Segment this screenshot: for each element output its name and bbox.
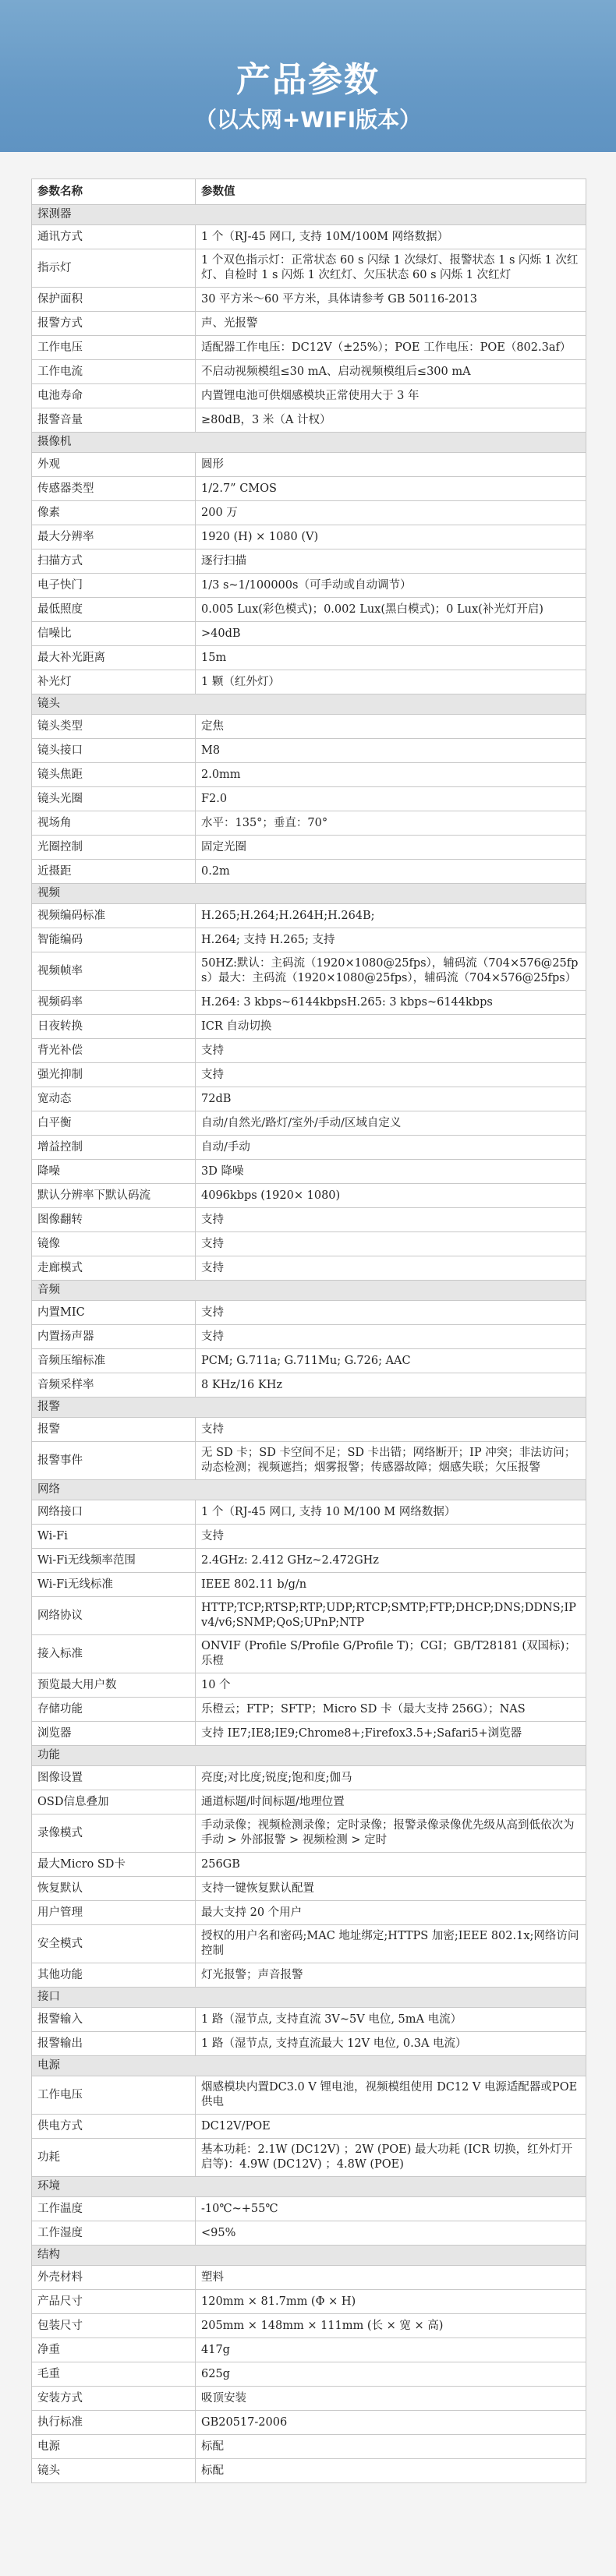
param-name: 内置MIC <box>32 1301 196 1325</box>
param-name: 最大Micro SD卡 <box>32 1853 196 1877</box>
section-title: 视频 <box>32 884 586 904</box>
param-value: 50HZ:默认：主码流（1920×1080@25fps），辅码流（704×576@25fps）最大：主码流（1920×1080@25fps），辅码流（704×576@25fps） <box>196 952 586 991</box>
section-title: 环境 <box>32 2177 586 2197</box>
param-value: 205mm × 148mm × 111mm (长 × 宽 × 高) <box>196 2314 586 2338</box>
param-name: 报警输出 <box>32 2032 196 2056</box>
table-row <box>32 2362 586 2387</box>
param-value: 1 个双色指示灯：正常状态 60 s 闪绿 1 次绿灯、报警状态 1 s 闪烁 1 次红灯、自检时 1 s 闪烁 1 次红灯、欠压状态 60 s 闪烁 1 次红灯 <box>196 249 586 288</box>
param-name: 录像模式 <box>32 1815 196 1853</box>
param-name: 走廊模式 <box>32 1256 196 1281</box>
table-row <box>32 811 586 836</box>
param-name: 包装尺寸 <box>32 2314 196 2338</box>
table-row <box>32 1208 586 1232</box>
table-row <box>32 763 586 787</box>
table-row <box>32 952 586 991</box>
column-header-value: 参数值 <box>196 179 586 205</box>
table-row <box>32 2008 586 2032</box>
table-row <box>32 1525 586 1549</box>
param-value: 8 KHz/16 KHz <box>196 1373 586 1398</box>
param-value: HTTP;TCP;RTSP;RTP;UDP;RTCP;SMTP;FTP;DHCP;DNS;DDNS;IPv4/v6;SNMP;QoS;UPnP;NTP <box>196 1597 586 1635</box>
param-name: 音频采样率 <box>32 1373 196 1398</box>
table-row <box>32 312 586 336</box>
param-name: 背光补偿 <box>32 1039 196 1063</box>
param-name: 镜头 <box>32 2459 196 2483</box>
param-name: 日夜转换 <box>32 1015 196 1039</box>
param-value: ICR 自动切换 <box>196 1015 586 1039</box>
param-name: 工作温度 <box>32 2197 196 2221</box>
param-name: 降噪 <box>32 1160 196 1184</box>
section-title: 网络 <box>32 1480 586 1500</box>
section-header-row <box>32 884 586 904</box>
param-name: Wi-Fi <box>32 1525 196 1549</box>
param-name: 镜头焦距 <box>32 763 196 787</box>
param-name: 网络协议 <box>32 1597 196 1635</box>
param-name: 功耗 <box>32 2139 196 2177</box>
param-name: 电池寿命 <box>32 384 196 408</box>
param-value: 无 SD 卡；SD 卡空间不足；SD 卡出错；网络断开；IP 冲突；非法访问；动态检测；视频遮挡；烟雾报警；传感器故障；烟感失联；欠压报警 <box>196 1442 586 1480</box>
table-row <box>32 1063 586 1087</box>
table-row <box>32 2314 586 2338</box>
section-title: 结构 <box>32 2246 586 2266</box>
param-value: 0.2m <box>196 860 586 884</box>
param-value: 水平：135°；垂直：70° <box>196 811 586 836</box>
param-value: DC12V/POE <box>196 2115 586 2139</box>
table-row <box>32 1015 586 1039</box>
param-name: 报警事件 <box>32 1442 196 1480</box>
table-row <box>32 1301 586 1325</box>
table-row <box>32 2032 586 2056</box>
param-value: 亮度;对比度;锐度;饱和度;伽马 <box>196 1766 586 1790</box>
param-value: GB20517-2006 <box>196 2411 586 2435</box>
table-row <box>32 525 586 549</box>
table-row <box>32 360 586 384</box>
param-name: 音频压缩标准 <box>32 1349 196 1373</box>
param-name: 内置扬声器 <box>32 1325 196 1349</box>
table-row <box>32 549 586 574</box>
section-title: 功能 <box>32 1746 586 1766</box>
param-value: 标配 <box>196 2459 586 2483</box>
param-value: ≥80dB，3 米（A 计权） <box>196 408 586 433</box>
param-value: 1/2.7” CMOS <box>196 477 586 501</box>
table-row <box>32 928 586 952</box>
table-row <box>32 574 586 598</box>
section-header-row <box>32 694 586 715</box>
table-row <box>32 408 586 433</box>
table-row <box>32 1500 586 1525</box>
table-row <box>32 1256 586 1281</box>
section-title: 报警 <box>32 1398 586 1418</box>
table-row <box>32 501 586 525</box>
param-name: 最低照度 <box>32 598 196 622</box>
table-row <box>32 836 586 860</box>
param-value: H.264; 支持 H.265; 支持 <box>196 928 586 952</box>
table-row <box>32 2290 586 2314</box>
table-row <box>32 1722 586 1746</box>
section-title: 镜头 <box>32 694 586 715</box>
table-row <box>32 384 586 408</box>
param-value: 200 万 <box>196 501 586 525</box>
title-banner <box>0 0 616 152</box>
param-name: 存储功能 <box>32 1698 196 1722</box>
param-value: 授权的用户名和密码;MAC 地址绑定;HTTPS 加密;IEEE 802.1x;网络访问控制 <box>196 1925 586 1963</box>
param-name: 执行标准 <box>32 2411 196 2435</box>
table-row <box>32 1442 586 1480</box>
param-value: F2.0 <box>196 787 586 811</box>
table-row <box>32 1877 586 1901</box>
param-name: 视频帧率 <box>32 952 196 991</box>
param-value: 适配器工作电压：DC12V（±25%）；POE 工作电压：POE（802.3af） <box>196 336 586 360</box>
table-row <box>32 477 586 501</box>
section-title: 音频 <box>32 1281 586 1301</box>
param-name: 白平衡 <box>32 1111 196 1136</box>
table-row <box>32 1901 586 1925</box>
section-header-row <box>32 2246 586 2266</box>
param-value: 通道标题/时间标题/地理位置 <box>196 1790 586 1815</box>
param-value: H.264: 3 kbps~6144kbpsH.265: 3 kbps~6144kbps <box>196 991 586 1015</box>
param-value: 标配 <box>196 2435 586 2459</box>
param-value: 手动录像；视频检测录像；定时录像；报警录像录像优先级从高到低依次为手动 > 外部报警 > 视频检测 > 定时 <box>196 1815 586 1853</box>
table-row <box>32 1232 586 1256</box>
table-row <box>32 1039 586 1063</box>
param-name: 接入标准 <box>32 1635 196 1673</box>
param-value: 声、光报警 <box>196 312 586 336</box>
param-name: 指示灯 <box>32 249 196 288</box>
param-value: 120mm × 81.7mm (Φ × H) <box>196 2290 586 2314</box>
table-row <box>32 2115 586 2139</box>
param-value: 支持 <box>196 1232 586 1256</box>
param-name: Wi-Fi无线频率范围 <box>32 1549 196 1573</box>
table-row <box>32 739 586 763</box>
param-name: 最大补光距离 <box>32 646 196 670</box>
param-name: 用户管理 <box>32 1901 196 1925</box>
param-name: 外壳材料 <box>32 2266 196 2290</box>
table-row <box>32 2139 586 2177</box>
table-row <box>32 1925 586 1963</box>
section-header-row <box>32 1988 586 2008</box>
param-value: 1/3 s~1/100000s（可手动或自动调节） <box>196 574 586 598</box>
param-value: 最大支持 20 个用户 <box>196 1901 586 1925</box>
param-name: 镜头光圈 <box>32 787 196 811</box>
param-name: 补光灯 <box>32 670 196 694</box>
param-value: 支持 <box>196 1325 586 1349</box>
section-header-row <box>32 1746 586 1766</box>
param-value: 支持 IE7;IE8;IE9;Chrome8+;Firefox3.5+;Safari5+浏览器 <box>196 1722 586 1746</box>
table-row <box>32 598 586 622</box>
param-value: >40dB <box>196 622 586 646</box>
param-value: -10℃~+55℃ <box>196 2197 586 2221</box>
param-value: 支持 <box>196 1301 586 1325</box>
param-value: 2.4GHz: 2.412 GHz~2.472GHz <box>196 1549 586 1573</box>
section-title: 电源 <box>32 2056 586 2076</box>
page-title: 产品参数 <box>236 60 380 100</box>
table-row <box>32 1573 586 1597</box>
param-value: 定焦 <box>196 715 586 739</box>
section-header-row <box>32 2177 586 2197</box>
param-value: 圆形 <box>196 453 586 477</box>
param-name: 电子快门 <box>32 574 196 598</box>
param-value: 支持 <box>196 1039 586 1063</box>
param-name: 宽动态 <box>32 1087 196 1111</box>
param-name: 镜像 <box>32 1232 196 1256</box>
param-name: 图像翻转 <box>32 1208 196 1232</box>
param-name: 净重 <box>32 2338 196 2362</box>
table-row <box>32 2338 586 2362</box>
table-row <box>32 1673 586 1698</box>
param-value: 灯光报警；声音报警 <box>196 1963 586 1988</box>
param-name: 安装方式 <box>32 2387 196 2411</box>
section-header-row <box>32 205 586 225</box>
param-name: 近摄距 <box>32 860 196 884</box>
param-name: 强光抑制 <box>32 1063 196 1087</box>
section-header-row <box>32 1281 586 1301</box>
param-value: 256GB <box>196 1853 586 1877</box>
param-value: 固定光圈 <box>196 836 586 860</box>
table-row <box>32 1373 586 1398</box>
param-value: 625g <box>196 2362 586 2387</box>
param-name: 默认分辨率下默认码流 <box>32 1184 196 1208</box>
param-value: 自动/手动 <box>196 1136 586 1160</box>
param-value: 不启动视频模组≤30 mA、启动视频模组后≤300 mA <box>196 360 586 384</box>
spec-table-container <box>31 178 586 2483</box>
param-value: 4096kbps (1920× 1080) <box>196 1184 586 1208</box>
table-row <box>32 904 586 928</box>
table-row <box>32 787 586 811</box>
table-row <box>32 2411 586 2435</box>
param-value: 基本功耗：2.1W (DC12V) ；2W (POE) 最大功耗 (ICR 切换，红外灯开启等)：4.9W (DC12V) ；4.8W (POE) <box>196 2139 586 2177</box>
param-value: 内置锂电池可供烟感模块正常使用大于 3 年 <box>196 384 586 408</box>
param-value: H.265;H.264;H.264H;H.264B; <box>196 904 586 928</box>
table-row <box>32 646 586 670</box>
param-name: 视场角 <box>32 811 196 836</box>
param-value: 烟感模块内置DC3.0 V 锂电池，视频模组使用 DC12 V 电源适配器或POE 供电 <box>196 2076 586 2115</box>
param-name: 报警方式 <box>32 312 196 336</box>
param-value: 支持 <box>196 1525 586 1549</box>
param-value: 塑料 <box>196 2266 586 2290</box>
table-row <box>32 991 586 1015</box>
table-row <box>32 1418 586 1442</box>
param-value: M8 <box>196 739 586 763</box>
param-value: 1 个（RJ-45 网口, 支持 10 M/100 M 网络数据） <box>196 1500 586 1525</box>
param-name: 产品尺寸 <box>32 2290 196 2314</box>
table-row <box>32 1184 586 1208</box>
table-row <box>32 715 586 739</box>
param-value: 0.005 Lux(彩色模式)；0.002 Lux(黑白模式)；0 Lux(补光灯开启) <box>196 598 586 622</box>
param-name: 恢复默认 <box>32 1877 196 1901</box>
param-name: 智能编码 <box>32 928 196 952</box>
param-name: 像素 <box>32 501 196 525</box>
table-row <box>32 1549 586 1573</box>
param-value: 乐橙云；FTP；SFTP；Micro SD 卡（最大支持 256G）；NAS <box>196 1698 586 1722</box>
table-row <box>32 1087 586 1111</box>
param-name: 工作电压 <box>32 2076 196 2115</box>
param-value: 逐行扫描 <box>196 549 586 574</box>
table-row <box>32 2197 586 2221</box>
table-row <box>32 1349 586 1373</box>
param-name: 供电方式 <box>32 2115 196 2139</box>
table-row <box>32 336 586 360</box>
param-value: 1920 (H) × 1080 (V) <box>196 525 586 549</box>
table-row <box>32 2435 586 2459</box>
param-value: 3D 降噪 <box>196 1160 586 1184</box>
param-name: 扫描方式 <box>32 549 196 574</box>
param-name: 增益控制 <box>32 1136 196 1160</box>
spec-table <box>31 178 586 2483</box>
table-row <box>32 1815 586 1853</box>
param-name: 信噪比 <box>32 622 196 646</box>
param-value: 1 颗（红外灯） <box>196 670 586 694</box>
table-row <box>32 288 586 312</box>
param-name: 安全模式 <box>32 1925 196 1963</box>
table-row <box>32 2221 586 2246</box>
table-header-row <box>32 179 586 205</box>
param-name: 通讯方式 <box>32 225 196 249</box>
param-value: 支持 <box>196 1063 586 1087</box>
param-name: 镜头接口 <box>32 739 196 763</box>
section-header-row <box>32 433 586 453</box>
param-value: 自动/自然光/路灯/室外/手动/区域自定义 <box>196 1111 586 1136</box>
table-row <box>32 1790 586 1815</box>
param-name: 毛重 <box>32 2362 196 2387</box>
param-name: Wi-Fi无线标准 <box>32 1573 196 1597</box>
table-row <box>32 670 586 694</box>
param-value: PCM; G.711a; G.711Mu; G.726; AAC <box>196 1349 586 1373</box>
table-row <box>32 249 586 288</box>
param-value: 417g <box>196 2338 586 2362</box>
param-value: 30 平方米～60 平方米，具体请参考 GB 50116-2013 <box>196 288 586 312</box>
section-header-row <box>32 2056 586 2076</box>
param-name: 最大分辨率 <box>32 525 196 549</box>
section-title: 接口 <box>32 1988 586 2008</box>
table-row <box>32 2387 586 2411</box>
param-value: 15m <box>196 646 586 670</box>
table-row <box>32 2459 586 2483</box>
table-row <box>32 1160 586 1184</box>
param-name: 工作湿度 <box>32 2221 196 2246</box>
param-name: 视频编码标准 <box>32 904 196 928</box>
param-value: 10 个 <box>196 1673 586 1698</box>
table-row <box>32 1136 586 1160</box>
table-row <box>32 1325 586 1349</box>
param-name: 电源 <box>32 2435 196 2459</box>
section-title: 探测器 <box>32 205 586 225</box>
param-name: 传感器类型 <box>32 477 196 501</box>
param-name: 其他功能 <box>32 1963 196 1988</box>
param-value: 72dB <box>196 1087 586 1111</box>
param-name: 预览最大用户数 <box>32 1673 196 1698</box>
table-row <box>32 860 586 884</box>
table-row <box>32 1853 586 1877</box>
param-value: ONVIF (Profile S/Profile G/Profile T)；CGI；GB/T28181 (双国标)；乐橙 <box>196 1635 586 1673</box>
param-name: 图像设置 <box>32 1766 196 1790</box>
table-row <box>32 1635 586 1673</box>
param-name: 工作电压 <box>32 336 196 360</box>
param-name: 网络接口 <box>32 1500 196 1525</box>
table-row <box>32 1597 586 1635</box>
param-name: 浏览器 <box>32 1722 196 1746</box>
table-row <box>32 622 586 646</box>
param-value: 支持一键恢复默认配置 <box>196 1877 586 1901</box>
param-value: 1 个（RJ-45 网口, 支持 10M/100M 网络数据） <box>196 225 586 249</box>
param-value: 1 路（湿节点, 支持直流最大 12V 电位, 0.3A 电流） <box>196 2032 586 2056</box>
table-row <box>32 2076 586 2115</box>
param-name: 外观 <box>32 453 196 477</box>
table-row <box>32 1111 586 1136</box>
param-value: 吸顶安装 <box>196 2387 586 2411</box>
table-row <box>32 2266 586 2290</box>
param-name: 报警输入 <box>32 2008 196 2032</box>
param-value: 2.0mm <box>196 763 586 787</box>
section-header-row <box>32 1480 586 1500</box>
param-value: 1 路（湿节点, 支持直流 3V~5V 电位, 5mA 电流） <box>196 2008 586 2032</box>
param-value: IEEE 802.11 b/g/n <box>196 1573 586 1597</box>
table-row <box>32 225 586 249</box>
param-name: 报警 <box>32 1418 196 1442</box>
param-value: 支持 <box>196 1208 586 1232</box>
param-name: 光圈控制 <box>32 836 196 860</box>
column-header-name: 参数名称 <box>32 179 196 205</box>
table-row <box>32 1698 586 1722</box>
section-title: 摄像机 <box>32 433 586 453</box>
page-subtitle: （以太网+WIFI版本） <box>194 107 422 133</box>
param-value: 支持 <box>196 1418 586 1442</box>
section-header-row <box>32 1398 586 1418</box>
param-name: 保护面积 <box>32 288 196 312</box>
param-name: 镜头类型 <box>32 715 196 739</box>
table-row <box>32 1766 586 1790</box>
param-name: 工作电流 <box>32 360 196 384</box>
table-row <box>32 453 586 477</box>
param-name: 视频码率 <box>32 991 196 1015</box>
table-row <box>32 1963 586 1988</box>
param-name: OSD信息叠加 <box>32 1790 196 1815</box>
param-name: 报警音量 <box>32 408 196 433</box>
param-value: <95% <box>196 2221 586 2246</box>
param-value: 支持 <box>196 1256 586 1281</box>
